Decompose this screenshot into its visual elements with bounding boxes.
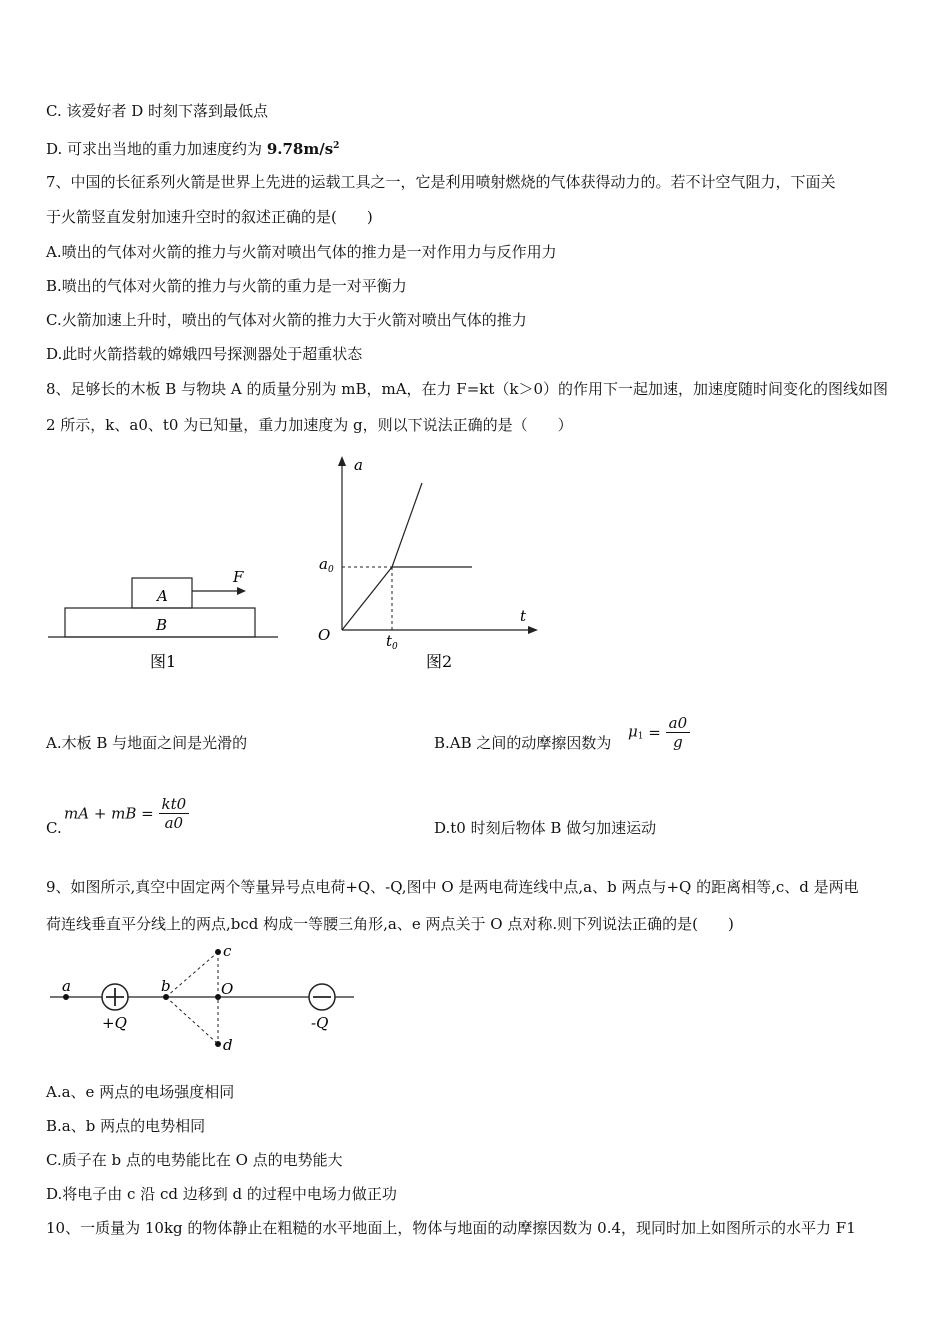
q9-stem-line2: 荷连线垂直平分线上的两点,bcd 构成一等腰三角形,a、e 两点关于 O 点对称.则下列说法正确的是( ) bbox=[46, 915, 734, 933]
positive-charge-label: +Q bbox=[102, 1014, 127, 1032]
axis-t-label: t bbox=[520, 607, 527, 625]
q6d-exponent: 2 bbox=[333, 141, 340, 151]
point-b-label: b bbox=[161, 977, 171, 995]
figure-1-caption: 图1 bbox=[150, 652, 177, 671]
t0-label: $t_0$ bbox=[386, 632, 398, 652]
q8-option-c-text: C. bbox=[46, 819, 62, 837]
origin-label: O bbox=[318, 626, 331, 644]
figure-2-caption: 图2 bbox=[426, 652, 453, 671]
label-f: F bbox=[233, 568, 244, 586]
q8-option-d: D.t0 时刻后物体 B 做匀加速运动 bbox=[434, 819, 657, 837]
axis-a-label: a bbox=[354, 456, 363, 474]
label-b: B bbox=[156, 616, 168, 634]
q9-option-d: D.将电子由 c 沿 cd 边移到 d 的过程中电场力做正功 bbox=[46, 1185, 397, 1203]
point-a-label: a bbox=[62, 977, 71, 995]
q8-option-b-text: B.AB 之间的动摩擦因数为 bbox=[434, 734, 612, 752]
point-d-label: d bbox=[223, 1036, 233, 1054]
q6-option-c: C. 该爱好者 D 时刻下落到最低点 bbox=[46, 102, 269, 120]
q7-option-a: A.喷出的气体对火箭的推力与火箭对喷出气体的推力是一对作用力与反作用力 bbox=[46, 243, 557, 261]
point-o-label: O bbox=[221, 980, 234, 998]
negative-charge-label: -Q bbox=[311, 1014, 329, 1032]
q8-stem-line1: 8、足够长的木板 B 与物块 A 的质量分别为 mB，mA，在力 F=kt（k＞0）的作用下一起加速，加速度随时间变化的图线如图 bbox=[46, 380, 889, 398]
figure-2-graph bbox=[310, 448, 550, 675]
figure-1-blocks bbox=[40, 560, 290, 675]
q6d-text: D. 可求出当地的重力加速度约为 bbox=[46, 140, 267, 158]
q9-option-b: B.a、b 两点的电势相同 bbox=[46, 1117, 206, 1135]
q8-option-a: A.木板 B 与地面之间是光滑的 bbox=[46, 734, 248, 752]
q6d-value: 9.78m/s bbox=[266, 140, 334, 158]
q7-option-b: B.喷出的气体对火箭的推力与火箭的重力是一对平衡力 bbox=[46, 277, 407, 295]
q7-option-d: D.此时火箭搭载的嫦娥四号探测器处于超重状态 bbox=[46, 345, 363, 363]
q7-option-c: C.火箭加速上升时，喷出的气体对火箭的推力大于火箭对喷出气体的推力 bbox=[46, 311, 527, 329]
q9-option-c: C.质子在 b 点的电势能比在 O 点的电势能大 bbox=[46, 1151, 343, 1169]
q10-stem-line1: 10、一质量为 10kg 的物体静止在粗糙的水平地面上，物体与地面的动摩擦因数为 0.4，现同时加上如图所示的水平力 F1 bbox=[46, 1219, 856, 1237]
q9-option-a: A.a、e 两点的电场强度相同 bbox=[46, 1083, 235, 1101]
q8-option-b-formula: $\mu_1$ = $\frac{a0}{g}$ bbox=[628, 714, 690, 751]
q7-stem-line2: 于火箭竖直发射加速升空时的叙述正确的是( ) bbox=[46, 208, 373, 226]
q9-stem-line1: 9、如图所示,真空中固定两个等量异号点电荷+Q、-Q,图中 O 是两电荷连线中点,a、b 两点与+Q 的距离相等,c、d 是两电 bbox=[46, 878, 859, 896]
figure-3-charges bbox=[44, 940, 364, 1060]
q7-stem-line1: 7、中国的长征系列火箭是世界上先进的运载工具之一，它是利用喷射燃烧的气体获得动力的。若不计空气阻力，下面关 bbox=[46, 173, 836, 191]
label-a: A bbox=[157, 587, 168, 605]
q8-option-c-formula: mA + mB = $\frac{kt0}{a0}$ bbox=[64, 795, 189, 832]
a0-label: $a_0$ bbox=[319, 555, 334, 575]
q8-stem-line2: 2 所示，k、a0、t0 为已知量，重力加速度为 g，则以下说法正确的是（ ） bbox=[46, 416, 573, 434]
point-c-label: c bbox=[223, 942, 232, 960]
q6-option-d bbox=[46, 136, 339, 159]
